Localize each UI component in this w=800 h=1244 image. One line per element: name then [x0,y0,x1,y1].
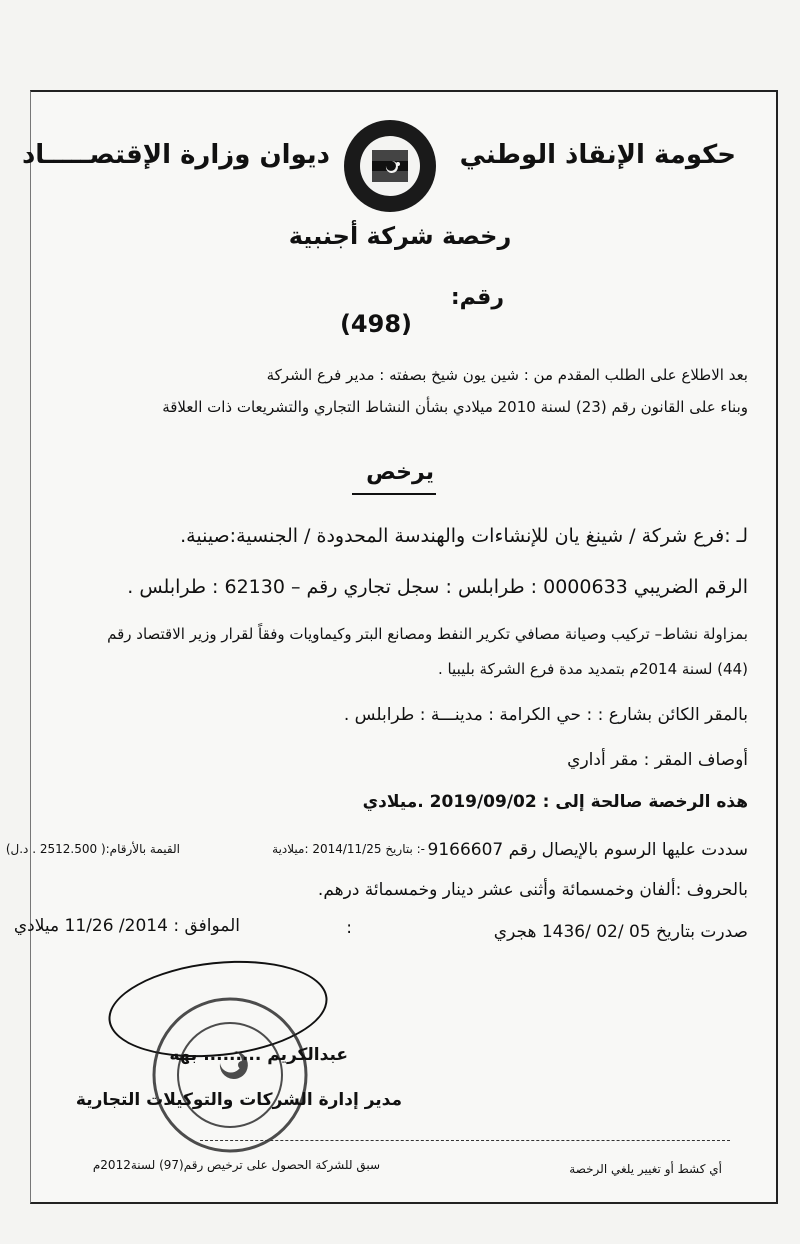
hq-description-line: أوصاف المقر : مقر أداري [567,750,748,770]
signatory-name: عبدالكريم ......... بهه [169,1045,348,1065]
activity-line-1: بمزاولة نشاط– تركيب وصيانة مصافي تكرير النفط ومصانع البتر وكيماويات وفقاً لقرار وزير الاقتصاد رقم [107,625,748,643]
signatory-title: مدير إدارة الشركات والتوكيلات التجارية [75,1090,402,1110]
ministry-name: ديوان وزارة الإقتصـــــاد [21,140,330,170]
amount-in-words-line: بالحروف :ألفان وخمسمائة وأثنى عشر دينار وخمسمائة درهم. [317,880,748,900]
fees-amount: القيمة بالأرقام:( 2512.500 . د.ل) [5,842,180,856]
government-name: حكومة الإنقاذ الوطني [459,140,736,170]
document-title: رخصة شركة أجنبية [288,222,512,250]
issue-date-separator: : [346,918,352,938]
grant-heading: يرخص [366,460,434,485]
issue-date-gregorian: الموافق : 2014/ 11/26 ميلادي [13,916,240,936]
company-line: لـ :فرع شركة / شينغ يان للإنشاءات والهندسة المحدودة / الجنسية:صينية. [180,525,748,547]
number-label: رقم: [450,285,504,310]
issue-date-hijri: صدرت بتاريخ 05 /02 /1436 هجري [493,922,748,942]
activity-line-2: (44) لسنة 2014م بتمديد مدة فرع الشركة بليبيا . [437,660,748,678]
address-line: بالمقر الكائن بشارع : : حي الكرامة : مدينـــة : طرابلس . [343,705,748,725]
validity-line: هذه الرخصة صالحة إلى : 2019/09/02 .ميلادي [362,792,748,812]
tax-registration-line: الرقم الضريبي 0000633 : طرابلس : سجل تجاري رقم – 62130 : طرابلس . [127,576,748,598]
government-emblem [342,118,438,214]
fees-line: سددت عليها الرسوم بالإيصال رقم 9166607 [427,840,748,860]
license-number: (498) [339,310,412,338]
fees-date: -: بتاريخ 2014/11/25 :ميلادية [272,842,425,856]
official-stamp [150,995,310,1155]
grant-underline [352,493,436,495]
footer-previous-license: سبق للشركة الحصول على ترخيص رقم(97) لسنة2012م [92,1158,380,1172]
intro-line-1: بعد الاطلاع على الطلب المقدم من : شين يون شيخ بصفته : مدير فرع الشركة [266,366,748,384]
footer-warning: أي كشط أو تغيير يلغي الرخصة [569,1162,722,1176]
intro-line-2: وبناء على القانون رقم (23) لسنة 2010 ميلادي بشأن النشاط التجاري والتشريعات ذات العلاقة [162,398,748,416]
footer-divider [200,1140,730,1141]
